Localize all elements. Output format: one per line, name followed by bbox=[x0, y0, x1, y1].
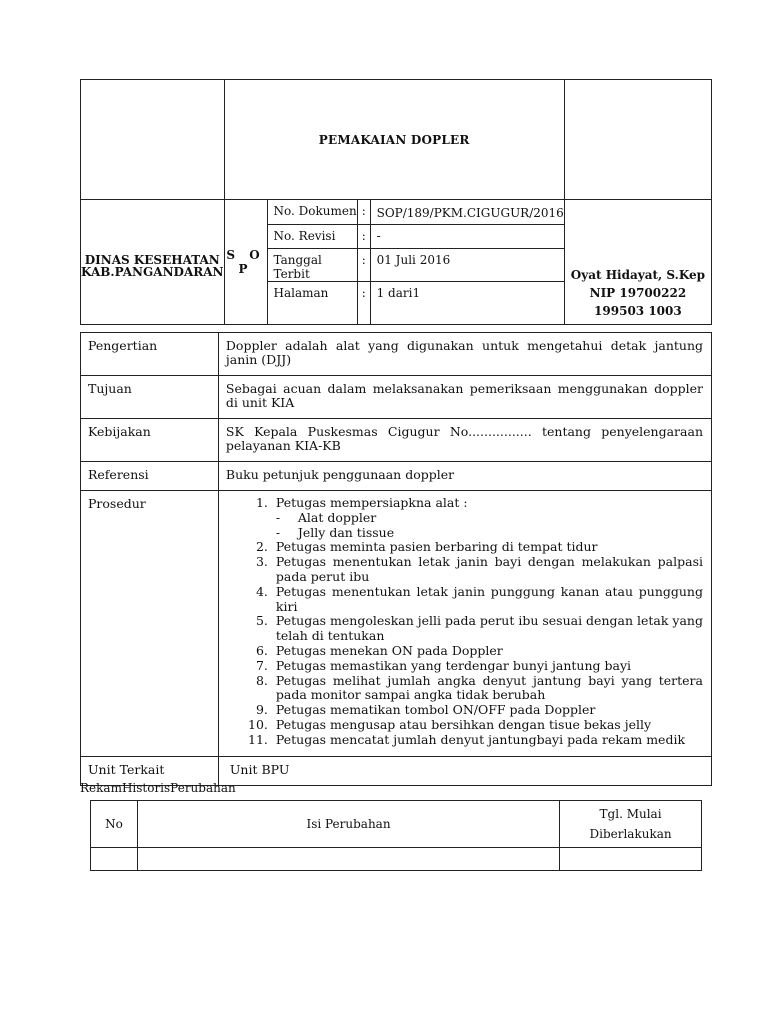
equipment-item bbox=[275, 524, 703, 541]
kebijakan-text: SK Kepala Puskesmas Cigugur No................ tentang penyelengaraan pelayanan KIA-KB bbox=[218, 419, 711, 462]
equipment-item bbox=[275, 509, 703, 526]
history-cell bbox=[560, 848, 702, 871]
row-kebijakan bbox=[81, 419, 712, 462]
referensi-text: Buku petunjuk penggunaan doppler bbox=[218, 462, 711, 491]
history-cell bbox=[137, 848, 559, 871]
organization-name bbox=[81, 200, 225, 325]
procedure-step: 3. Petugas menentukan letak janin bayi dengan melakukan palpasi pada perut ibu bbox=[272, 555, 703, 585]
equipment-list bbox=[276, 511, 703, 541]
equipment-item-text: Alat doppler bbox=[297, 509, 377, 525]
procedure-step: 7. Petugas memastikan yang terdengar bunyi jantung bayi bbox=[272, 659, 703, 674]
signer-name: Oyat Hidayat, S.Kep bbox=[570, 268, 706, 282]
prosedur-label: Prosedur bbox=[81, 491, 219, 757]
kebijakan-label: Kebijakan bbox=[81, 419, 219, 462]
procedure-step: 10. Petugas mengusap atau bersihkan dengan tisue bekas jelly bbox=[272, 718, 703, 733]
history-col-tgl-line2: Diberlakukan bbox=[589, 827, 672, 841]
doc-number-value: SOP/189/PKM.CIGUGUR/2016 bbox=[370, 200, 564, 225]
page-value: 1 dari1 bbox=[370, 282, 564, 325]
pengertian-text: Doppler adalah alat yang digunakan untuk mengetahui detak jantung janin (DJJ) bbox=[218, 333, 711, 376]
right-logo-cell bbox=[564, 80, 711, 200]
pengertian-label: Pengertian bbox=[81, 333, 219, 376]
dash-marker: - bbox=[275, 524, 281, 540]
history-empty-row bbox=[91, 848, 702, 871]
tujuan-label: Tujuan bbox=[81, 376, 219, 419]
revision-value: - bbox=[370, 225, 564, 249]
sop-body-table bbox=[80, 332, 712, 786]
history-col-tgl bbox=[560, 801, 702, 848]
unit-terkait-label: Unit Terkait bbox=[81, 756, 219, 785]
revision-colon: : bbox=[357, 225, 370, 249]
issue-date-colon: : bbox=[357, 249, 370, 282]
procedure-step: 8. Petugas melihat jumlah angka denyut jantung bayi yang tertera pada monitor sampai angka tidak berubah bbox=[272, 674, 703, 704]
procedure-step: 6. Petugas menekan ON pada Doppler bbox=[272, 644, 703, 659]
referensi-label: Referensi bbox=[81, 462, 219, 491]
procedure-step: 9. Petugas mematikan tombol ON/OFF pada Doppler bbox=[272, 703, 703, 718]
page-colon: : bbox=[357, 282, 370, 325]
procedure-step: 11. Petugas mencatat jumlah denyut jantungbayi pada rekam medik bbox=[272, 733, 703, 748]
sop-label: S O P bbox=[224, 200, 267, 325]
history-col-tgl-line1: Tgl. Mulai bbox=[599, 807, 662, 821]
history-col-no: No bbox=[91, 801, 138, 848]
doc-number-label: No. Dokumen bbox=[267, 200, 357, 225]
revision-label: No. Revisi bbox=[267, 225, 357, 249]
procedure-step: 2. Petugas meminta pasien berbaring di tempat tidur bbox=[272, 540, 703, 555]
doc-number-colon: : bbox=[357, 200, 370, 225]
issue-date-label: Tanggal Terbit bbox=[267, 249, 357, 282]
history-cell bbox=[91, 848, 138, 871]
dash-marker: - bbox=[275, 509, 281, 525]
history-col-isi: Isi Perubahan bbox=[137, 801, 559, 848]
page-label: Halaman bbox=[267, 282, 357, 325]
procedure-step-text: Petugas mempersiapkna alat : bbox=[275, 495, 468, 510]
revision-history-table bbox=[90, 800, 702, 871]
procedure-step: 4. Petugas menentukan letak janin punggung kanan atau punggung kiri bbox=[272, 585, 703, 615]
equipment-item-text: Jelly dan tissue bbox=[297, 524, 395, 540]
history-header-row bbox=[91, 801, 702, 848]
organization-line-1: DINAS KESEHATAN bbox=[84, 253, 220, 267]
sop-header-table bbox=[80, 79, 712, 325]
procedure-step: 5. Petugas mengoleskan jelli pada perut ibu sesuai dengan letak yang telah di tentukan bbox=[272, 614, 703, 644]
tujuan-text: Sebagai acuan dalam melaksanakan pemeriksaan menggunakan doppler di unit KIA bbox=[218, 376, 711, 419]
document-title: PEMAKAIAN DOPLER bbox=[224, 80, 564, 200]
row-tujuan bbox=[81, 376, 712, 419]
revision-history-label: RekamHistorisPerubahan bbox=[80, 781, 236, 795]
signer-nip: NIP 19700222 199503 1003 bbox=[589, 286, 687, 318]
procedure-step bbox=[272, 496, 703, 540]
procedure-list bbox=[226, 496, 703, 748]
issue-date-value: 01 Juli 2016 bbox=[370, 249, 564, 282]
prosedur-steps bbox=[218, 491, 711, 757]
row-pengertian bbox=[81, 333, 712, 376]
signature-block bbox=[564, 200, 711, 325]
unit-terkait-text: Unit BPU bbox=[218, 756, 711, 785]
organization-line-2: KAB.PANGANDARAN bbox=[81, 265, 224, 279]
row-prosedur bbox=[81, 491, 712, 757]
row-referensi bbox=[81, 462, 712, 491]
logo-cell bbox=[81, 80, 225, 200]
